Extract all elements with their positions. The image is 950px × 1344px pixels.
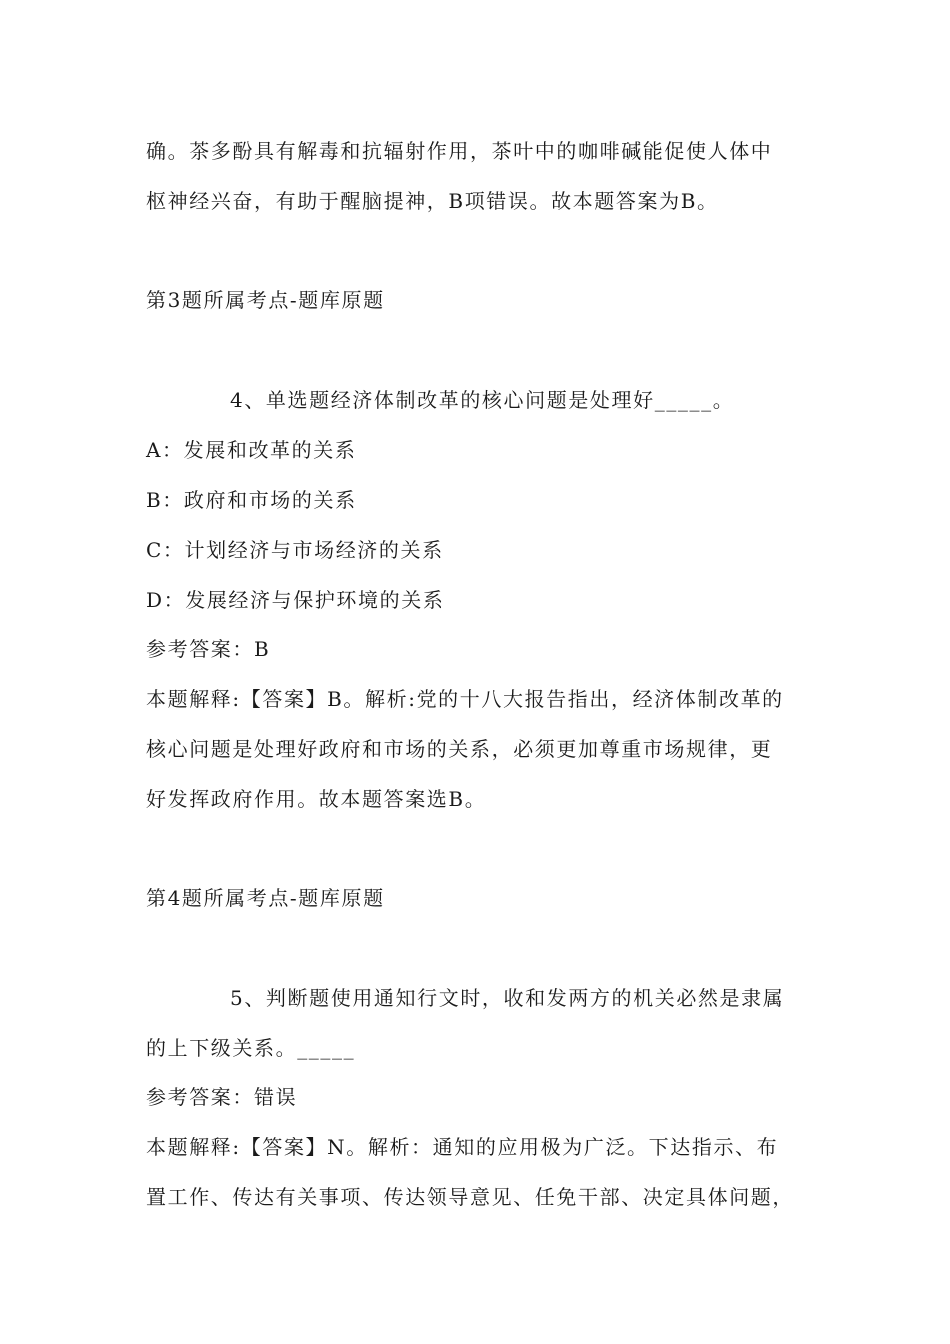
paragraph-line: 确。茶多酚具有解毒和抗辐射作用，茶叶中的咖啡碱能促使人体中	[146, 139, 773, 163]
topic-label: 第4题所属考点-题库原题	[146, 886, 385, 910]
explanation-line: 本题解释:【答案】N。解析：通知的应用极为广泛。下达指示、布	[146, 1135, 779, 1159]
paragraph-line: 枢神经兴奋，有助于醒脑提神，B项错误。故本题答案为B。	[146, 189, 719, 213]
option-d: D：发展经济与保护环境的关系	[146, 588, 445, 612]
option-b: B：政府和市场的关系	[146, 488, 357, 512]
topic-label: 第3题所属考点-题库原题	[146, 288, 385, 312]
option-a: A：发展和改革的关系	[146, 438, 357, 462]
explanation-line: 本题解释:【答案】B。解析:党的十八大报告指出，经济体制改革的	[146, 687, 784, 711]
question-text: 5、判断题使用通知行文时，收和发两方的机关必然是隶属	[230, 986, 785, 1010]
explanation-line: 好发挥政府作用。故本题答案选B。	[146, 787, 487, 811]
option-c: C：计划经济与市场经济的关系	[146, 538, 444, 562]
explanation-line: 核心问题是处理好政府和市场的关系，必须更加尊重市场规律，更	[146, 737, 773, 761]
reference-answer: 参考答案：错误	[146, 1085, 298, 1109]
explanation-line: 置工作、传达有关事项、传达领导意见、任免干部、决定具体问题，	[146, 1185, 794, 1209]
reference-answer: 参考答案：B	[146, 637, 271, 661]
question-text: 的上下级关系。_____	[146, 1036, 356, 1060]
question-text: 4、单选题经济体制改革的核心问题是处理好_____。	[230, 388, 735, 412]
